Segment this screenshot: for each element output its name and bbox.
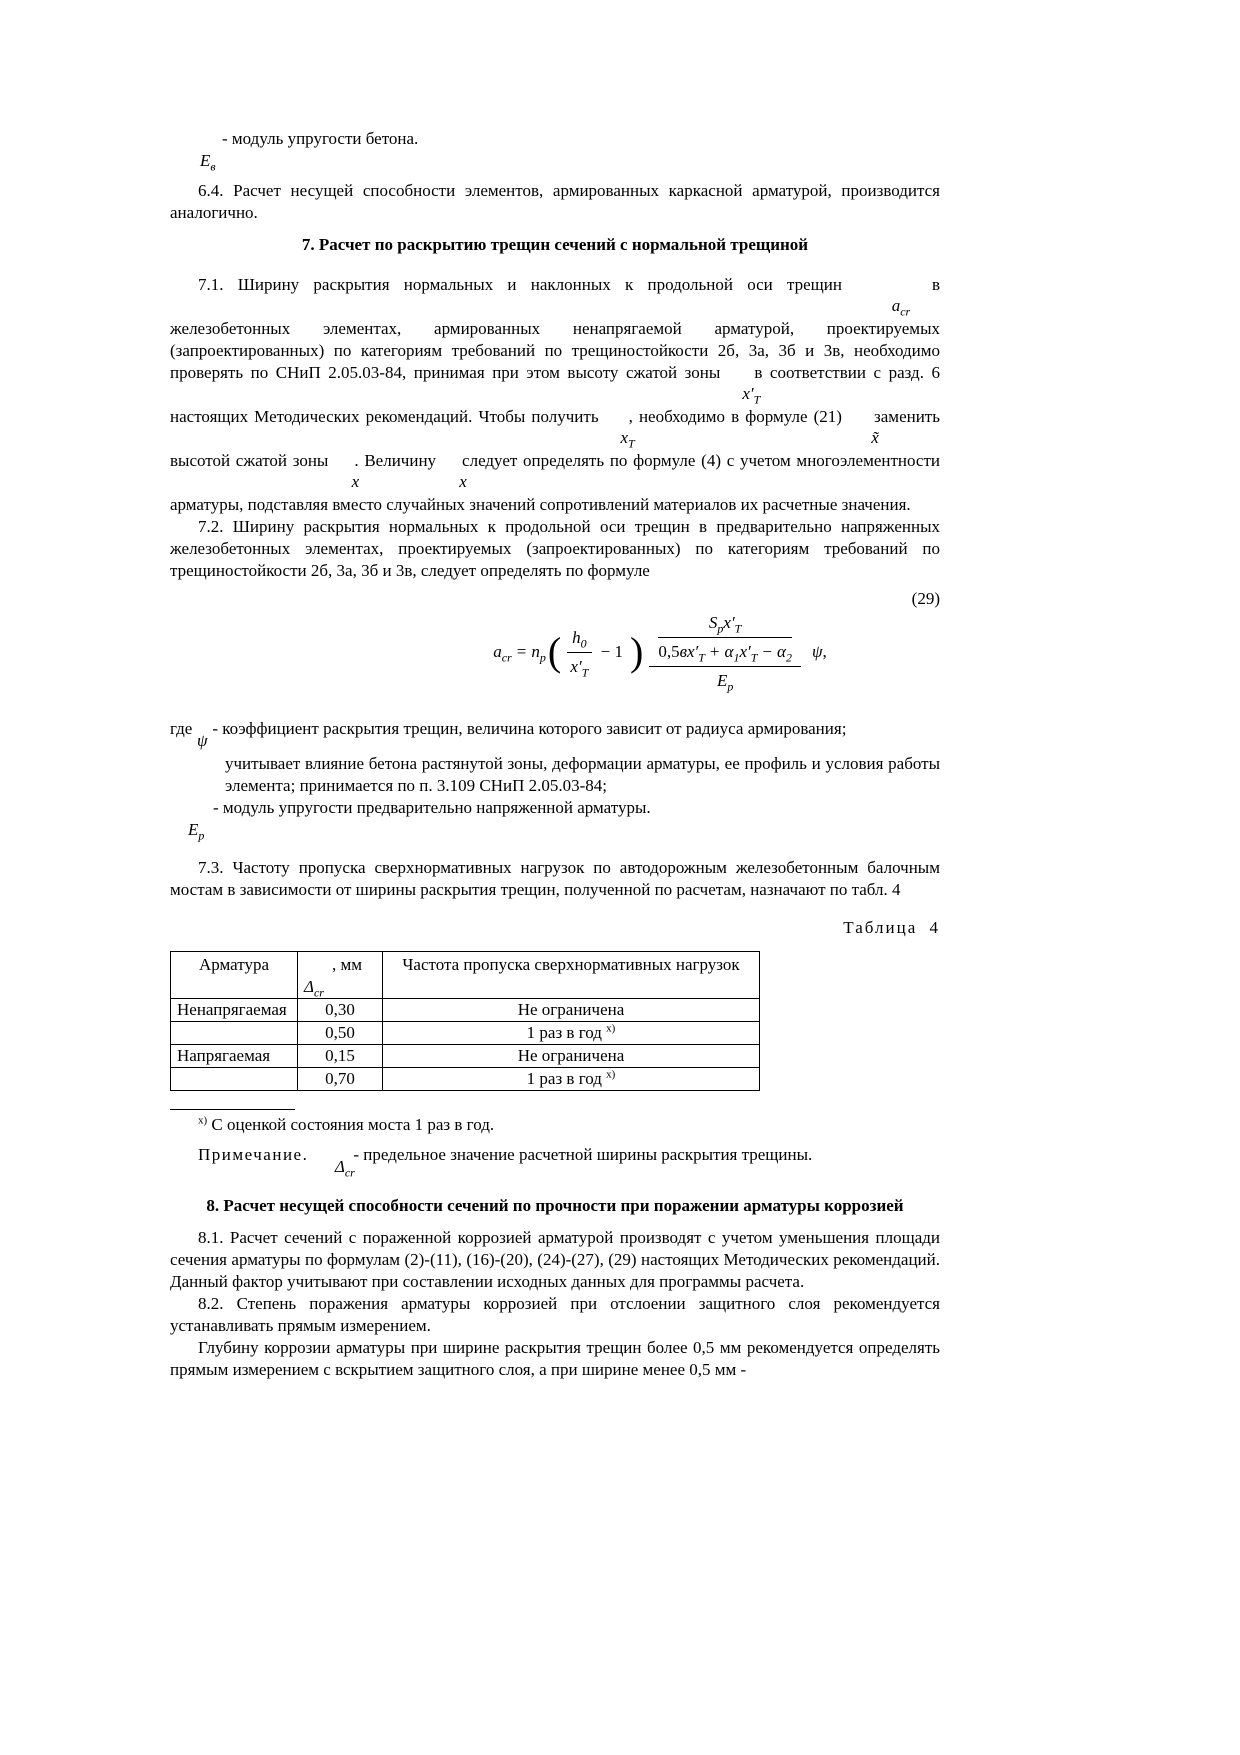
symbol-Ep [188,819,940,841]
symbol-Ev-base: E [200,151,211,170]
section-heading-8: 8. Расчет несущей способности сечений по прочности при поражении арматуры коррозией [206,1196,904,1215]
xB-sub: T [734,621,742,636]
xD [739,641,757,663]
where-text-1: - коэффициент раскрытия трещин, величина которого зависит от радиуса армирования; [212,719,847,738]
cell-frequency [383,999,760,1022]
xB [723,612,741,634]
cell-armature: Ненапрягаемая [171,999,298,1022]
np-coefficient [531,641,546,663]
x-tilde: x̃ [871,428,879,447]
inline-symbol-psi [192,719,212,753]
cell-armature: Напрягаемая [171,1045,298,1068]
cell-frequency [383,1068,760,1091]
S-base: S [708,613,718,632]
acr-sub: cr [900,304,911,319]
inline-symbol-x1 [328,450,360,494]
freq-text: 1 раз в год [526,1069,602,1088]
symbol-Ev-sub: в [210,159,216,174]
open-paren: ( [547,629,562,674]
paragraph-8-1: 8.1. Расчет сечений с пораженной коррозией арматурой производят с учетом уменьшения площади сечения арматуры по формулам (2)-(11), (16)-(20), (24)-(27), (29) настоящих Методических рекомендаций. Данный фактор учитывают при составлении исходных данных для программы расчета. [170,1228,940,1291]
xt-prime-base: x′ [742,384,754,403]
where-line [170,718,940,753]
inline-symbol-delta-cr [308,1145,353,1179]
cell-armature [171,1022,298,1045]
h0 [572,627,587,649]
psi-symbol: ψ [811,642,823,661]
freq-text: 1 раз в год [526,1023,602,1042]
S-sub: p [717,621,724,636]
cell-delta: 0,70 [298,1068,383,1091]
plus-sign: + [709,642,720,661]
cell-delta: 0,30 [298,999,383,1022]
table-row [171,1045,760,1068]
inline-symbol-xt [599,406,635,451]
alpha2-base: α [777,642,786,661]
alpha2-sub: 2 [785,650,792,665]
col-header-frequency: Частота пропуска сверхнормативных нагрузок [383,952,760,999]
E-sub: р [727,679,734,694]
inline-symbol-acr [842,274,932,318]
p71-text-7: следует определять по формуле (4) с учетом многоэлементности арматуры, подставляя вместо случайных значений сопротивлений материалов их расчетные значения. [170,451,940,514]
paragraph-6-4: 6.4. Расчет несущей способности элементов, армированных каркасной арматурой, производится аналогично. [170,181,940,222]
note-delta-sub: cr [344,1165,355,1180]
x1: x [351,472,360,491]
alpha1-base: α [724,642,734,661]
p71-text-1: 7.1. Ширину раскрытия нормальных и наклонных к продольной оси трещин [198,275,842,294]
delta-sub: cr [313,985,324,1000]
symbol-Ep-sub: р [198,828,205,843]
xD-sub: T [750,650,758,665]
xt-prime-sub: T [753,392,761,407]
freq-text: Не ограничена [517,1046,625,1065]
freq-note: х) [606,1068,616,1081]
E-base: E [716,671,728,690]
delta-base: Δ [304,977,314,996]
formula-comma: , [822,642,827,661]
footnote-marker: х) [198,1114,208,1127]
where-lead: где [170,719,193,738]
main-fraction [649,612,801,692]
inline-symbol-xt-prime [720,362,761,407]
paragraph-8-2: 8.2. Степень поражения арматуры коррозией при отслоении защитного слоя рекомендуется устанавливать прямым измерением. [170,1294,940,1335]
psi-inline: ψ [197,731,208,750]
x2: x [459,472,467,491]
footnote-rule [170,1109,295,1110]
section-heading-7: 7. Расчет по раскрытию трещин сечений с нормальной трещиной [301,235,809,254]
p71-text-2: в железобетонных элементах, армированных ненапрягаемой арматурой, проектируемых (запроектированных) по категориям требований по трещиностойкости 2б, 3а, 3б и 3в, необходимо проверять по СНиП 2.05.03-84, принимая при этом высоту сжатой зоны [170,275,940,382]
inline-symbol-x2 [436,450,467,494]
coef-05: 0,5 [658,642,680,661]
paragraph-7-3: 7.3. Частоту пропуска сверхнормативных нагрузок по автодорожным железобетонным балочным мостам в зависимости от ширины раскрытия трещин, полученной по расчетам, назначают по табл. 4 [170,858,940,899]
h-base: h [572,627,581,647]
xt-base: x [620,428,629,447]
footnote-text: С оценкой состояния моста 1 раз в год. [207,1115,495,1134]
freq-text: Не ограничена [517,1000,625,1019]
minus-sign: − [762,642,772,661]
equation-number: (29) [911,589,940,608]
np-base: n [531,642,540,661]
note-delta-base: Δ [334,1157,345,1176]
xA-base: x′ [570,656,582,676]
p71-text-5: заменить высотой сжатой зоны [170,407,940,470]
equals-sign: = [516,642,527,661]
minus-one: − 1 [600,642,623,661]
xD-base: x′ [739,642,751,661]
p71-text-4: , необходимо в формуле (21) [628,407,842,426]
symbol-Ep-base: E [188,820,199,839]
inline-symbol-x-tilde [848,406,879,450]
close-paren: ) [630,629,644,674]
alpha1 [725,641,740,663]
Sp [709,612,724,634]
cell-delta: 0,15 [298,1045,383,1068]
table-row [171,999,760,1022]
table-row [171,1022,760,1045]
acr-base: a [891,296,901,315]
cell-frequency [383,1045,760,1068]
p71-text-3: в соответствии с разд. 6 настоящих Методических рекомендаций. Чтобы получить [170,363,940,426]
symbol-Ev [200,150,940,172]
freq-note: х) [606,1022,616,1035]
h0-over-xt-fraction [567,627,592,678]
definition-eb-text: - модуль упругости бетона. [222,129,419,148]
footnote [170,1114,940,1136]
cell-delta: 0,50 [298,1022,383,1045]
col-header-armature: Арматура [171,952,298,999]
table-caption: Таблица 4 [843,918,940,937]
delta-unit: , мм [331,955,362,974]
table-header-row [171,952,760,999]
xA-sub: T [581,664,589,679]
note-text: - предельное значение расчетной ширины раскрытия трещины. [353,1145,813,1164]
Ep [717,670,733,692]
where-continuation: учитывает влияние бетона растянутой зоны, деформации арматуры, ее профиль и условия работы элемента; принимается по п. 3.109 СНиП 2.05.03-84; [225,754,940,795]
definition-eb [170,128,940,172]
xC-base: x′ [686,642,699,661]
where-block [170,718,940,841]
b-var: в [679,642,687,661]
np-sub: p [539,650,546,665]
paragraph-corrosion-depth: Глубину коррозии арматуры при ширине раскрытия трещин более 0,5 мм рекомендуется определять прямым измерением с вскрытием защитного слоя, а при ширине менее 0,5 мм - [170,1338,940,1379]
xC-sub: T [698,650,705,665]
note-block [170,1144,940,1179]
xB-base: x′ [723,613,735,632]
alpha2 [777,641,792,663]
cell-frequency [383,1022,760,1045]
cell-armature [171,1068,298,1091]
lhs-base: a [493,642,502,661]
xt-prime-den [570,656,588,678]
lhs-sub: cr [501,650,512,665]
paragraph-7-1 [170,274,940,516]
sp-fraction [658,612,792,663]
delta-symbol [304,976,376,998]
alpha1-sub: 1 [733,650,740,665]
formula-29 [493,612,827,692]
table-4 [170,951,760,1091]
definition-ep-text: - модуль упругости предварительно напряженной арматуры. [213,798,651,817]
xC [687,641,705,663]
paragraph-7-2: 7.2. Ширину раскрытия нормальных к продольной оси трещин в предварительно напряженных железобетонных элементах, проектируемых (запроектированных) по категориям требований по трещиностойкости 2б, 3а, 3б и 3в, следует определять по формуле [170,517,940,580]
table-row [171,1068,760,1091]
col-header-delta [298,952,383,999]
formula-lhs [493,641,512,663]
note-label: Примечание. [198,1145,309,1164]
p71-text-6: . Величину [354,451,437,470]
xt-sub: T [628,436,635,451]
h-sub: 0 [580,635,587,650]
